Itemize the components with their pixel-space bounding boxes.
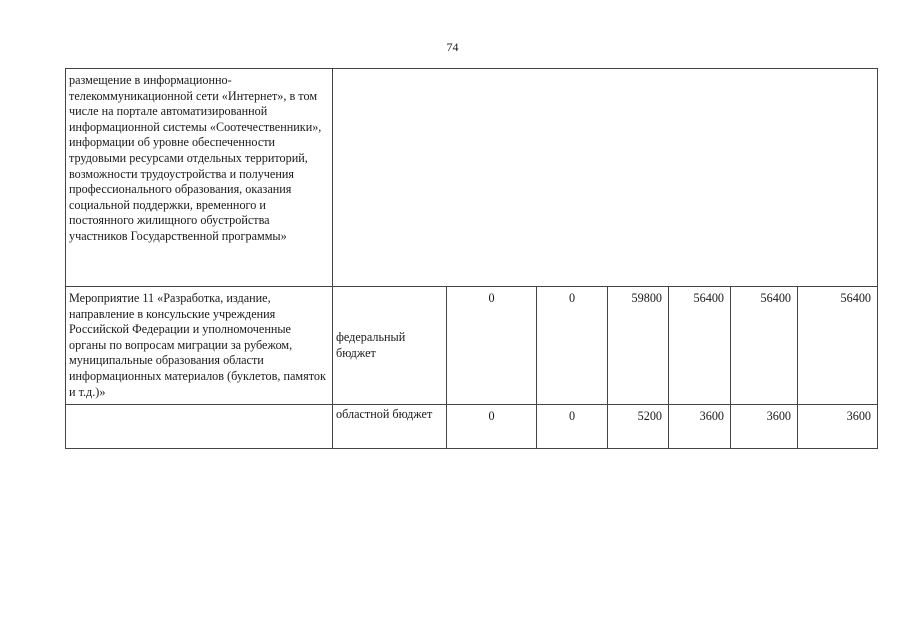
value-cell: 59800 bbox=[608, 287, 669, 405]
value-cell: 56400 bbox=[798, 287, 878, 405]
value-cell: 3600 bbox=[669, 405, 731, 449]
value-cell: 56400 bbox=[731, 287, 798, 405]
table-row bbox=[66, 405, 878, 449]
budget-table bbox=[65, 68, 878, 449]
funding-source-cell: федеральный бюджет bbox=[333, 287, 447, 405]
table-row bbox=[66, 287, 878, 405]
value-cell: 3600 bbox=[731, 405, 798, 449]
value-cell: 3600 bbox=[798, 405, 878, 449]
empty-merged-cell bbox=[333, 69, 878, 287]
value-cell: 0 bbox=[447, 287, 537, 405]
event-description-cell bbox=[66, 405, 333, 449]
event-description-cell: размещение в информационно-телекоммуникационной сети «Интернет», в том числе на портале автоматизированной информационной системы «Соотечественники», информации об уровне обеспеченности трудовыми ресурсами отдельных территорий, возможности трудоустройства и получения профессионального образования, оказания социальной поддержки, временного и постоянного жилищного обустройства участников Государственной программы» bbox=[66, 69, 333, 287]
value-cell: 56400 bbox=[669, 287, 731, 405]
value-cell: 0 bbox=[537, 405, 608, 449]
table-row bbox=[66, 69, 878, 287]
event-description-cell: Мероприятие 11 «Разработка, издание, направление в консульские учреждения Российской Федерации и уполномоченные органы по вопросам миграции за рубежом, муниципальные образования области информационных материалов (буклетов, памяток и т.д.)» bbox=[66, 287, 333, 405]
value-cell: 0 bbox=[447, 405, 537, 449]
value-cell: 5200 bbox=[608, 405, 669, 449]
page-number: 74 bbox=[446, 40, 459, 54]
funding-source-cell: областной бюджет bbox=[333, 405, 447, 449]
value-cell: 0 bbox=[537, 287, 608, 405]
